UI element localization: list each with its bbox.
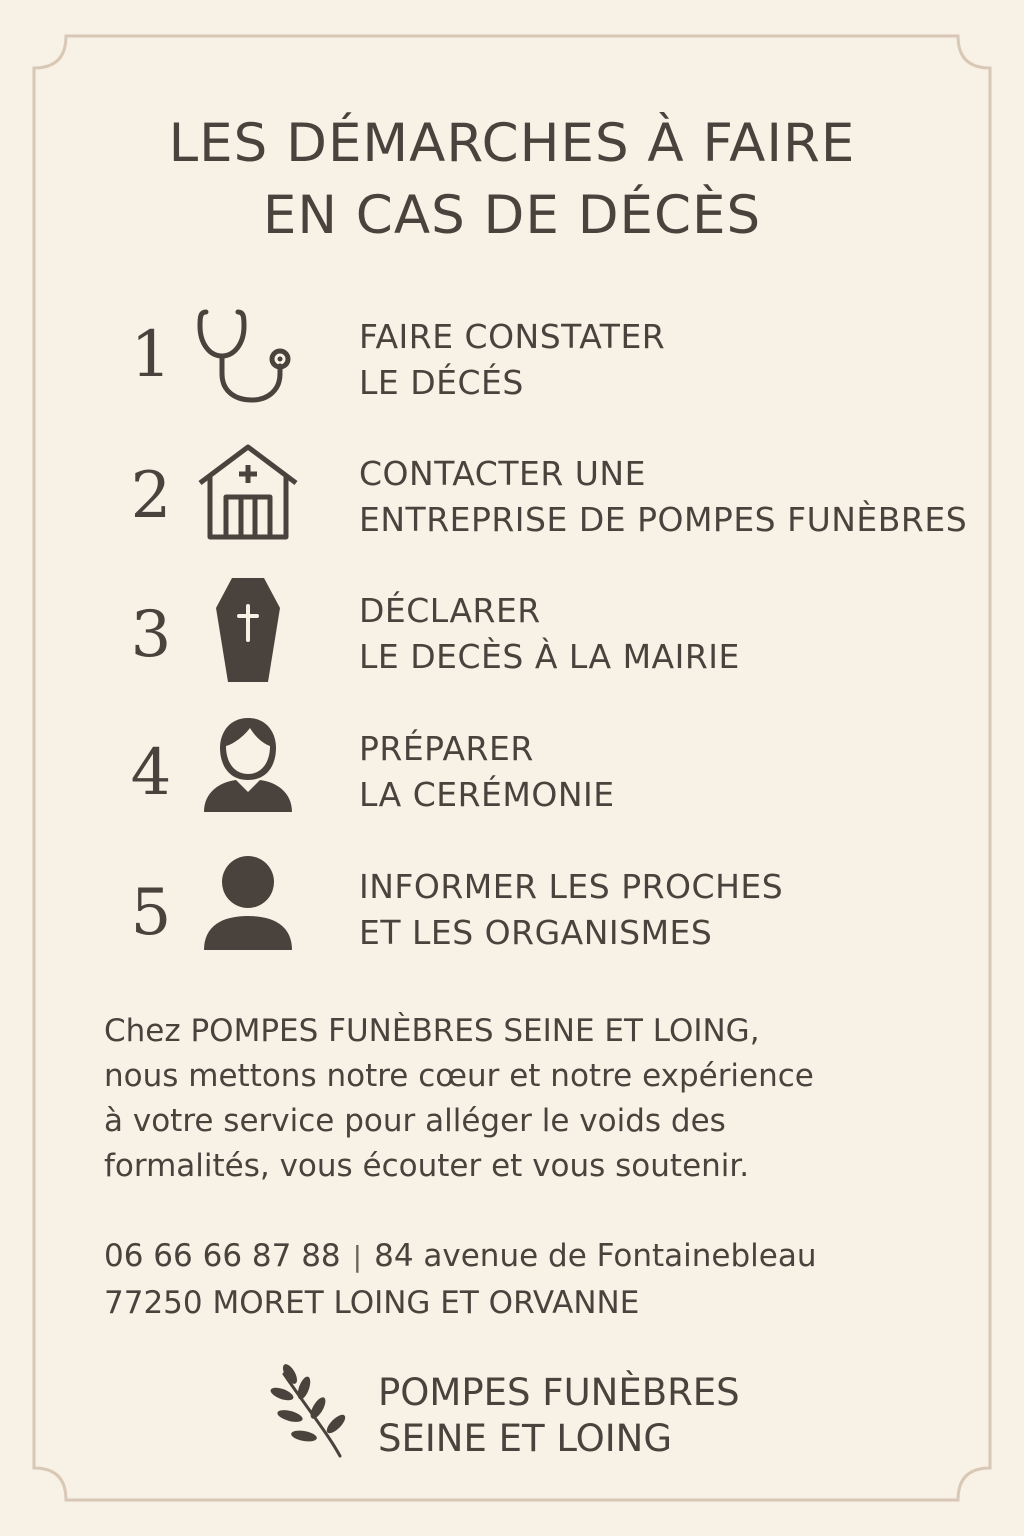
page-title — [0, 108, 1024, 252]
step-text-line-1: CONTACTER UNE — [359, 454, 646, 493]
step-text-line-1: PRÉPARER — [359, 729, 534, 768]
title-line-2: EN CAS DE DÉCÈS — [262, 185, 762, 246]
olive-branch-icon — [270, 1364, 354, 1460]
step-text — [359, 726, 615, 818]
step-text-line-1: INFORMER LES PROCHES — [359, 867, 784, 906]
company-name-line-2: SEINE ET LOING — [378, 1417, 673, 1460]
step-number: 2 — [130, 459, 172, 533]
city-line: 77250 MORET LOING ET ORVANNE — [104, 1285, 640, 1321]
step-text-line-1: FAIRE CONSTATER — [359, 317, 666, 356]
description-paragraph — [104, 1009, 934, 1189]
step-text — [359, 864, 783, 956]
paragraph-line-4: formalités, vous écouter et vous soutenir. — [104, 1148, 750, 1184]
step-text-line-2: ENTREPRISE DE POMPES FUNÈBRES — [359, 500, 968, 539]
paragraph-line-3: à votre service pour alléger le voids des — [104, 1103, 726, 1139]
step-text-line-2: LE DÉCÉS — [359, 363, 524, 402]
step-number: 5 — [130, 876, 172, 950]
company-name — [378, 1370, 740, 1462]
person-outline-icon — [196, 716, 300, 820]
step-text — [359, 451, 967, 543]
funeral-home-icon — [196, 443, 300, 547]
paragraph-line-2: nous mettons notre cœur et notre expérience — [104, 1058, 814, 1094]
step-1 — [0, 304, 1024, 414]
street-address: 84 avenue de Fontainebleau — [374, 1238, 817, 1274]
step-2 — [0, 443, 1024, 553]
step-text-line-2: LA CERÉMONIE — [359, 775, 615, 814]
step-4 — [0, 716, 1024, 826]
step-number: 1 — [130, 318, 172, 392]
step-text — [359, 314, 665, 406]
step-number: 3 — [130, 598, 172, 672]
contact-info — [104, 1233, 964, 1326]
company-logo — [270, 1364, 790, 1464]
step-5 — [0, 854, 1024, 964]
step-text-line-2: ET LES ORGANISMES — [359, 913, 713, 952]
paragraph-line-1: Chez POMPES FUNÈBRES SEINE ET LOING, — [104, 1013, 760, 1049]
step-text — [359, 588, 740, 680]
stethoscope-icon — [196, 304, 300, 408]
contact-separator: | — [352, 1240, 363, 1273]
company-name-line-1: POMPES FUNÈBRES — [378, 1371, 740, 1414]
person-icon — [196, 854, 300, 958]
phone-number[interactable]: 06 66 66 87 88 — [104, 1238, 341, 1274]
step-text-line-1: DÉCLARER — [359, 591, 541, 630]
coffin-icon — [196, 578, 300, 682]
step-3 — [0, 578, 1024, 688]
title-line-1: LES DÉMARCHES À FAIRE — [168, 113, 856, 174]
step-text-line-2: LE DECÈS À LA MAIRIE — [359, 637, 740, 676]
step-number: 4 — [130, 736, 172, 810]
